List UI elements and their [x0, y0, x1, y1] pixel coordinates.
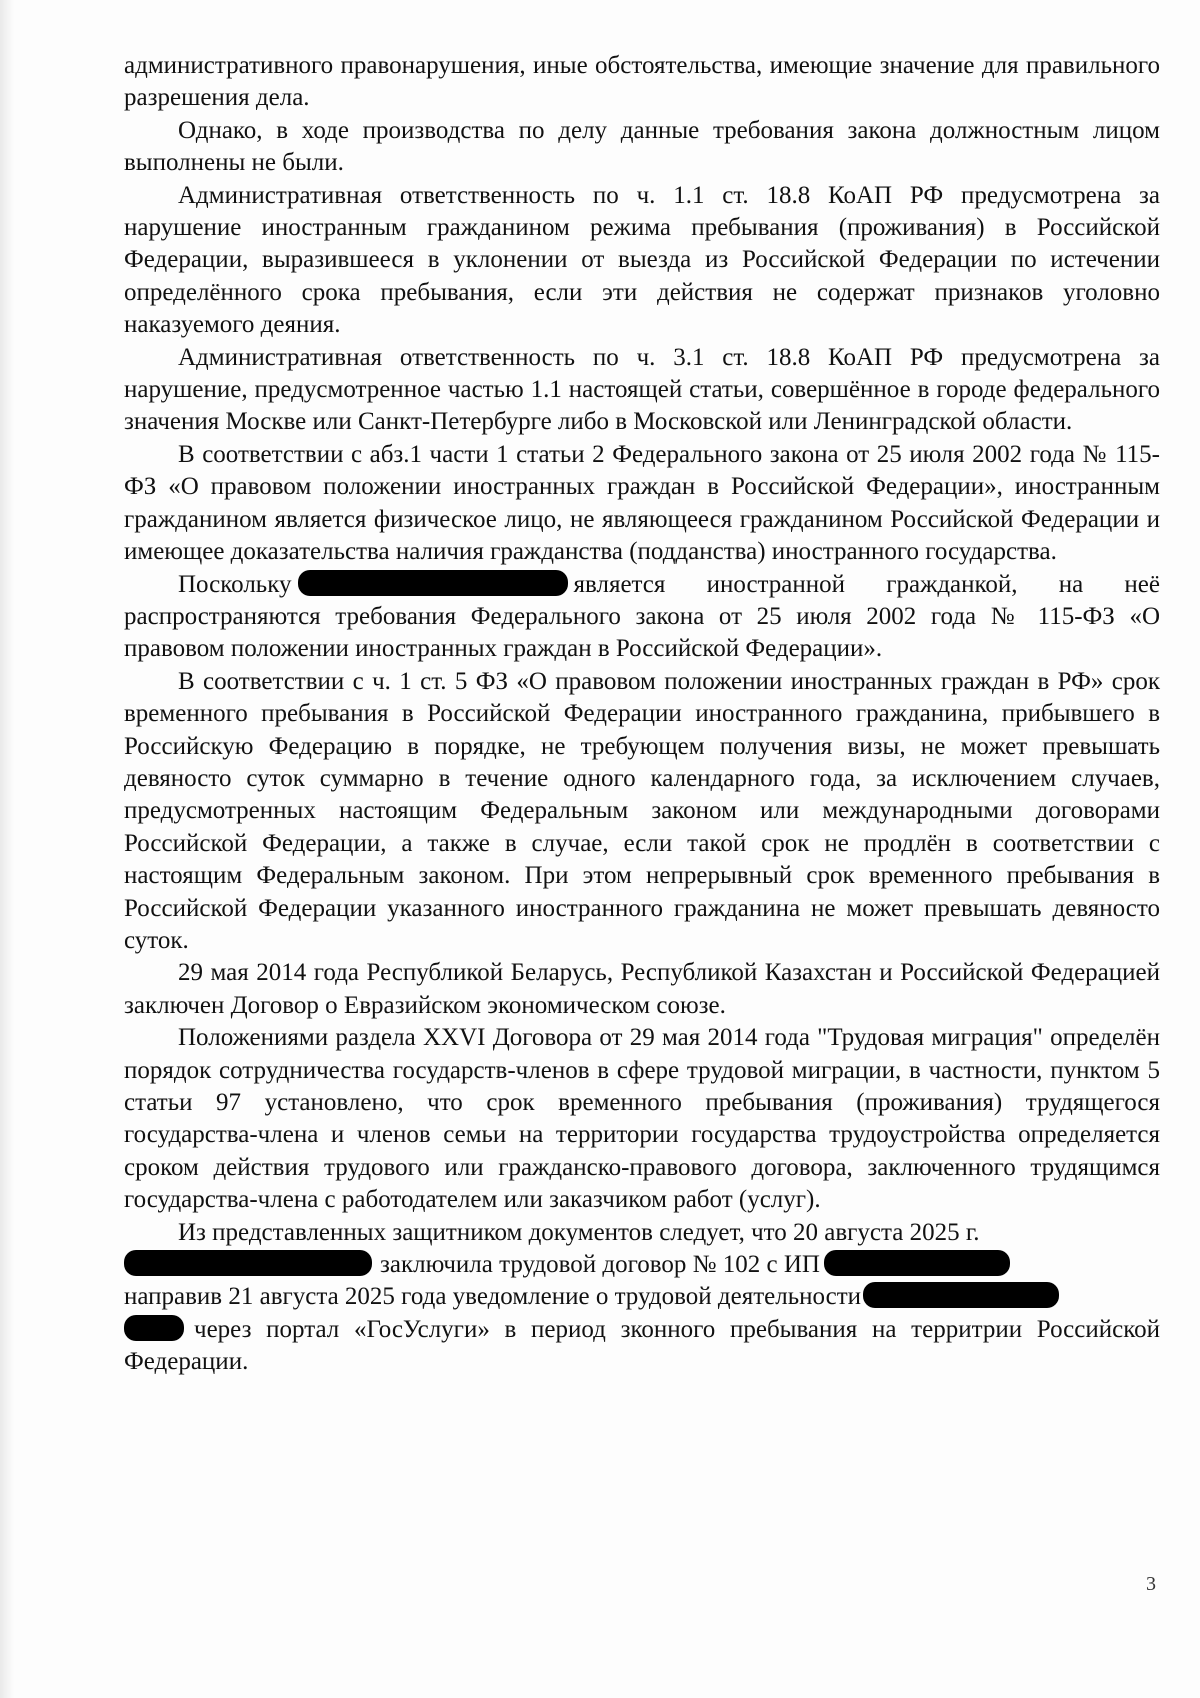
redaction-bar: [824, 1250, 1010, 1276]
paragraph-2: Однако, в ходе производства по делу данные требования закона должностным лицом выполнены не были.: [124, 116, 1160, 177]
paragraph-10-part4: через портал «ГосУслуги» в период зконного пребывания на территрии Российской Федерации.: [124, 1315, 1160, 1376]
redaction-bar: [124, 1315, 184, 1341]
page-number: 3: [1146, 1573, 1156, 1595]
paragraph-10-part2: заключила трудовой договор № 102 с ИП: [380, 1251, 820, 1279]
scan-edge-shadow: [0, 0, 14, 1698]
paragraph-7: В соответствии с ч. 1 ст. 5 ФЗ «О правовом положении иностранных граждан в РФ» срок временного пребывания в Российской Федерации иностранного гражданина, прибывшего в Российскую Федерацию в порядке, не требующем получения визы, не может превышать девяносто суток суммарно в течение одного календарного года, за исключением случаев, предусмотренных настоящим Федеральным законом или международными договорами Российской Федерации, а также в случае, если такой срок не продлён в соответствии с настоящим Федеральным законом. При этом непрерывный срок временного пребывания в Российской Федерации указанного иностранного гражданина не может превышать девяносто суток.: [124, 667, 1160, 954]
redaction-bar: [298, 570, 568, 596]
paragraph-10-line1: Из представленных защитником документов следует, что 20 августа 2025 г.: [178, 1218, 980, 1246]
paragraph-5: В соответствии с абз.1 части 1 статьи 2 Федерального закона от 25 июля 2002 года № 115-ФЗ «О правовом положении иностранных граждан в Российской Федерации», иностранным гражданином является физическое лицо, не являющееся гражданином Российской Федерации и имеющее доказательства наличия гражданства (подданства) иностранного государства.: [124, 440, 1160, 566]
paragraph-4: Административная ответственность по ч. 3.1 ст. 18.8 КоАП РФ предусмотрена за нарушение, предусмотренное частью 1.1 настоящей статьи, совершённое в городе федерального значения Москве или Санкт-Петербурге либо в Московской или Ленинградской области.: [124, 343, 1160, 436]
paragraph-6-start: Поскольку: [178, 570, 292, 598]
redaction-bar: [863, 1282, 1059, 1308]
redaction-bar: [124, 1250, 372, 1276]
paragraph-3: Административная ответственность по ч. 1.1 ст. 18.8 КоАП РФ предусмотрена за нарушение иностранным гражданином режима пребывания (проживания) в Российской Федерации, выразившееся в уклонении от выезда из Российской Федерации по истечении определённого срока пребывания, если эти действия не содержат признаков уголовно наказуемого деяния.: [124, 181, 1160, 339]
paragraph-10: [124, 1217, 1160, 1379]
paragraph-10-part3: направив 21 августа 2025 года уведомление о трудовой деятельности: [124, 1283, 861, 1311]
paragraph-9: Положениями раздела XXVI Договора от 29 мая 2014 года "Трудовая миграция" определён порядок сотрудничества государств-членов в сфере трудовой миграции, в частности, пунктом 5 статьи 97 установлено, что срок временного пребывания (проживания) трудящегося государства-члена и членов семьи на территории государства трудоустройства определяется сроком действия трудового или гражданско-правового договора, заключенного трудящимся государства-члена с работодателем или заказчиком работ (услуг).: [124, 1024, 1160, 1214]
paragraph-6: [124, 569, 1160, 666]
paragraph-6-end: является иностранной гражданкой, на неё распространяются требования Федерального закона от 25 июля 2002 года № 115-ФЗ «О правовом положении иностранных граждан в Российской Федерации».: [124, 570, 1160, 663]
paragraph-8: 29 мая 2014 года Республикой Беларусь, Республикой Казахстан и Российской Федерацией заключен Договор о Евразийском экономическом союзе.: [124, 959, 1160, 1019]
document-body: [124, 50, 1160, 1379]
paragraph-1: административного правонарушения, иные обстоятельства, имеющие значение для правильного разрешения дела.: [124, 52, 1160, 112]
